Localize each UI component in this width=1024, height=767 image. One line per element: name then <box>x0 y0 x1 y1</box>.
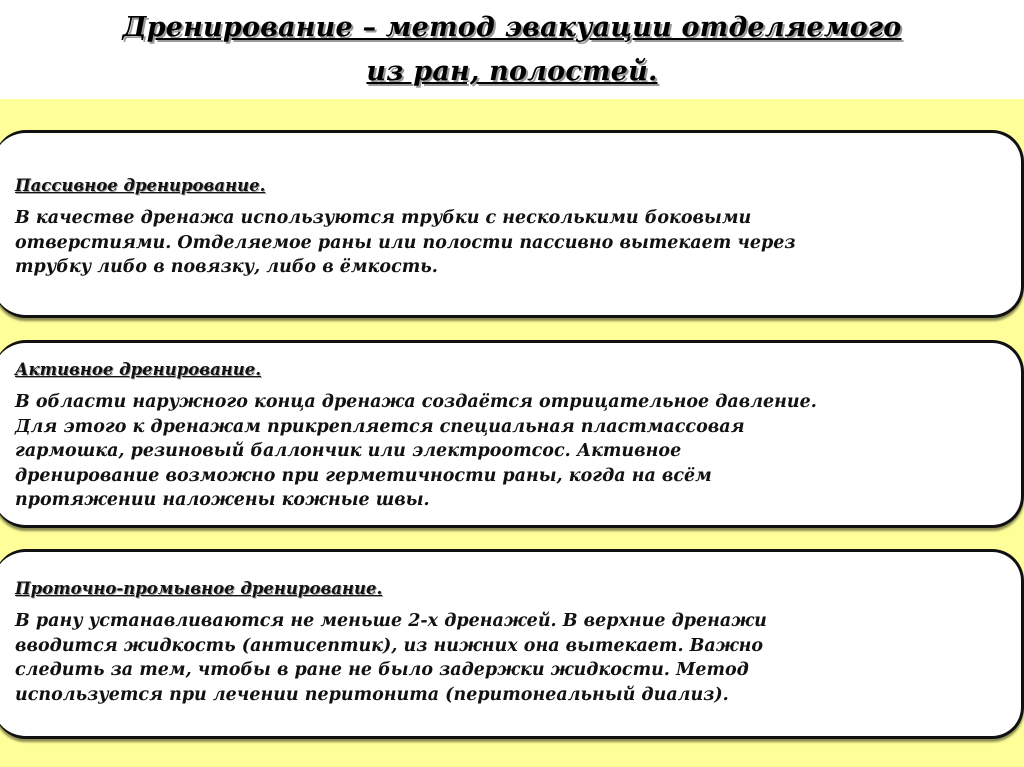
section-heading: Пассивное дренирование. <box>15 176 266 195</box>
section-card-passive-drainage <box>0 130 1024 318</box>
section-body-line: протяжении наложены кожные швы. <box>15 490 430 510</box>
section-body-line: дренирование возможно при герметичности раны, когда на всём <box>15 465 712 486</box>
section-body-line: В рану устанавливаются не меньше 2-х дренажей. В верхние дренажи <box>15 611 767 631</box>
section-body-line: Для этого к дренажам прикрепляется специальная пластмассовая <box>15 416 745 437</box>
section-body <box>15 609 1001 707</box>
section-card-flow-irrigation-drainage <box>0 549 1024 739</box>
section-body-line: следить за тем, чтобы в ране не было задержки жидкости. Метод <box>15 660 749 680</box>
slide-title <box>0 6 1024 94</box>
section-body <box>15 390 1001 513</box>
section-body-line: вводится жидкость (антисептик), из нижних она вытекает. Важно <box>15 635 764 656</box>
section-card-active-drainage <box>0 340 1024 528</box>
section-body-line: отверстиями. Отделяемое раны или полости пассивно вытекает через <box>15 232 796 253</box>
section-content <box>15 578 1001 707</box>
section-heading: Проточно-промывное дренирование. <box>15 579 383 598</box>
section-content <box>15 359 1001 513</box>
section-body-line: В качестве дренажа используются трубки с несколькими боковыми <box>15 208 752 228</box>
section-body-line: В области наружного конца дренажа создаётся отрицательное давление. <box>15 392 817 412</box>
section-body-line: гармошка, резиновый баллончик или электроотсос. Активное <box>15 441 682 461</box>
section-body <box>15 206 1001 280</box>
section-heading: Активное дренирование. <box>15 360 262 379</box>
section-body-line: трубку либо в повязку, либо в ёмкость. <box>15 257 438 277</box>
section-content <box>15 175 1001 280</box>
slide-title-line-2: из ран, полостей. <box>366 56 658 87</box>
section-body-line: используется при лечении перитонита (перитонеальный диализ). <box>15 684 729 705</box>
slide-title-line-1: Дренирование – метод эвакуации отделяемого <box>122 12 902 43</box>
